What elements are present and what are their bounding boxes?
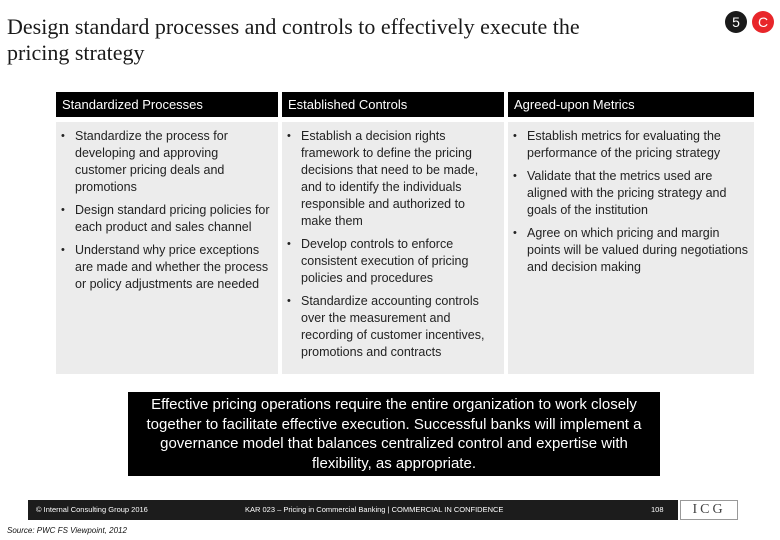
column-header-metrics: Agreed-upon Metrics	[508, 92, 754, 117]
processes-list	[56, 128, 278, 293]
list-item: • Design standard pricing policies for each product and sales channel	[56, 202, 278, 236]
table-body-row	[56, 122, 754, 374]
metrics-cell	[508, 122, 754, 374]
icg-logo: ICG	[680, 500, 738, 520]
metrics-list	[508, 128, 754, 276]
list-item: • Agree on which pricing and margin points will be valued during negotiations and decision making	[508, 225, 754, 276]
footer-document-title: KAR 023 – Pricing in Commercial Banking | COMMERCIAL IN CONFIDENCE	[245, 505, 504, 514]
section-number-badge: 5	[725, 11, 747, 33]
footer-bar	[28, 500, 678, 520]
list-item: • Establish a decision rights framework to define the pricing decisions that need to be made, and to identify the individuals responsible and authorized to make them	[282, 128, 504, 230]
table-header-row	[56, 92, 754, 117]
list-item: • Understand why price exceptions are made and whether the process or policy adjustments are needed	[56, 242, 278, 293]
list-item: • Develop controls to enforce consistent execution of pricing policies and procedures	[282, 236, 504, 287]
list-item: • Standardize accounting controls over the measurement and recording of customer incentives, promotions and contracts	[282, 293, 504, 361]
section-letter-badge: C	[752, 11, 774, 33]
processes-cell	[56, 122, 278, 374]
process-controls-metrics-table	[56, 92, 754, 374]
list-item: • Establish metrics for evaluating the performance of the pricing strategy	[508, 128, 754, 162]
footer-copyright: © Internal Consulting Group 2016	[36, 505, 148, 514]
source-note: Source: PWC FS Viewpoint, 2012	[7, 526, 127, 535]
slide-title: Design standard processes and controls to effectively execute the pricing strategy	[7, 14, 580, 65]
controls-list	[282, 128, 504, 361]
page-number: 108	[651, 505, 664, 514]
list-item: • Validate that the metrics used are aligned with the pricing strategy and goals of the institution	[508, 168, 754, 219]
list-item: • Standardize the process for developing and approving customer pricing deals and promotions	[56, 128, 278, 196]
column-header-controls: Established Controls	[282, 92, 504, 117]
governance-callout: Effective pricing operations require the entire organization to work closely together to facilitate effective execution. Successful banks will implement a governance model that balances centralized control and expertise with flexibility, as appropriate.	[128, 392, 660, 476]
controls-cell	[282, 122, 504, 374]
column-header-processes: Standardized Processes	[56, 92, 278, 117]
